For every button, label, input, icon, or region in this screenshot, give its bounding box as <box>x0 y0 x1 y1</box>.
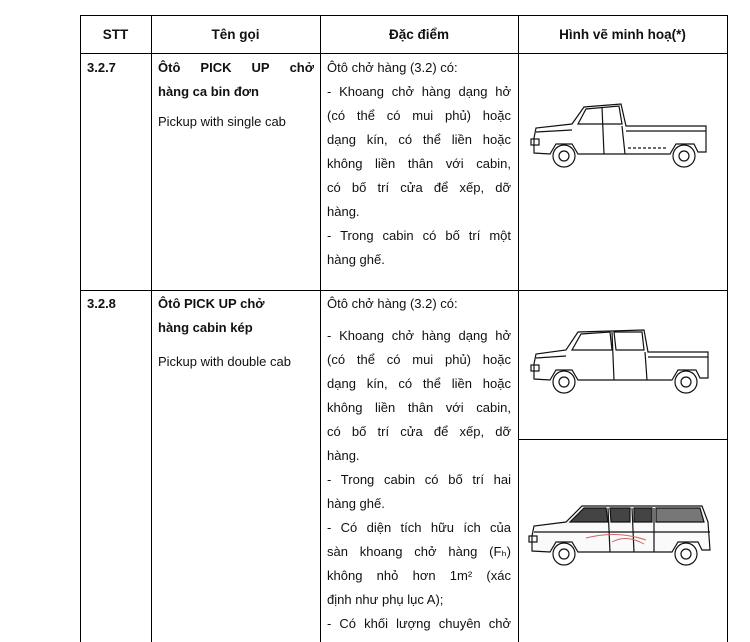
row-1-name-vi-line1: Ôtô PICK UP chở <box>158 60 314 75</box>
row-2-features-line: có bố trí cửa để xếp, dỡ <box>327 424 511 439</box>
row-1-features-intro: Ôtô chở hàng (3.2) có: <box>327 60 458 75</box>
row-2-name-en: Pickup with double cab <box>158 354 291 369</box>
double-cab-pickup-with-canopy-drawing <box>526 500 716 570</box>
row-2-features-line: không liền thân với cabin, <box>327 400 511 415</box>
row-1-features-line: hàng. <box>327 204 360 219</box>
row-2-features-line: - Trong cabin có bố trí hai <box>327 472 511 487</box>
row-1-name-vi-line2: hàng ca bin đơn <box>158 84 259 99</box>
row-2-features <box>327 292 511 636</box>
row-2-name-vi-line1: Ôtô PICK UP chở <box>158 296 265 311</box>
row-2-features-line: hàng ghế. <box>327 496 385 511</box>
header-features: Đặc điểm <box>388 26 450 42</box>
row-2-stt: 3.2.8 <box>87 296 116 311</box>
row-1-features-line: có bố trí cửa để xếp, dỡ <box>327 180 511 195</box>
row-2-features-line: - Có diện tích hữu ích của <box>327 520 511 535</box>
row-1-name-en: Pickup with single cab <box>158 114 286 129</box>
header-divider <box>80 53 728 54</box>
row-1-features-line: không liền thân với cabin, <box>327 156 511 171</box>
row-2-name <box>158 292 314 374</box>
row-2-features-line: hàng. <box>327 448 360 463</box>
table-border-right <box>727 15 728 642</box>
header-illustration: Hình vẽ minh hoạ(*) <box>559 26 686 42</box>
row-1-name <box>158 56 314 134</box>
double-cab-pickup-drawing <box>526 322 716 402</box>
row-divider <box>80 290 728 291</box>
table-col-divider-2 <box>320 15 321 642</box>
row-1-features-line: hàng ghế. <box>327 252 385 267</box>
row-2-features-intro: Ôtô chở hàng (3.2) có: <box>327 296 458 311</box>
row-2-features-line: không nhỏ hơn 1m² (xác <box>327 568 511 583</box>
row-1-features-line: - Khoang chở hàng dạng hở <box>327 84 511 99</box>
header-name: Tên gọi <box>211 26 260 42</box>
row-1-features-line: (có thể có mui phủ) hoặc <box>327 108 511 123</box>
row-2-features-line: - Khoang chở hàng dạng hở <box>327 328 511 343</box>
row-1-features-line: - Trong cabin có bố trí một <box>327 228 511 243</box>
header-stt: STT <box>102 26 129 42</box>
table-col-divider-3 <box>518 15 519 642</box>
row-2-name-vi-line2: hàng cabin kép <box>158 320 253 335</box>
illustration-divider <box>518 439 728 440</box>
row-1-stt: 3.2.7 <box>87 60 116 75</box>
table-col-divider-1 <box>151 15 152 642</box>
row-1-features <box>327 56 511 272</box>
row-2-features-line: định như phụ lục A); <box>327 592 444 607</box>
row-2-features-line: (có thể có mui phủ) hoặc <box>327 352 511 367</box>
row-2-features-line: - Có khối lượng chuyên chở <box>327 616 511 631</box>
row-2-features-line: sàn khoang chở hàng (Fₕ) <box>327 544 511 559</box>
row-2-features-line: dạng kín, có thể liền hoặc <box>327 376 511 391</box>
table-border-left <box>80 15 81 642</box>
single-cab-pickup-drawing <box>526 98 716 178</box>
row-1-features-line: dạng kín, có thể liền hoặc <box>327 132 511 147</box>
